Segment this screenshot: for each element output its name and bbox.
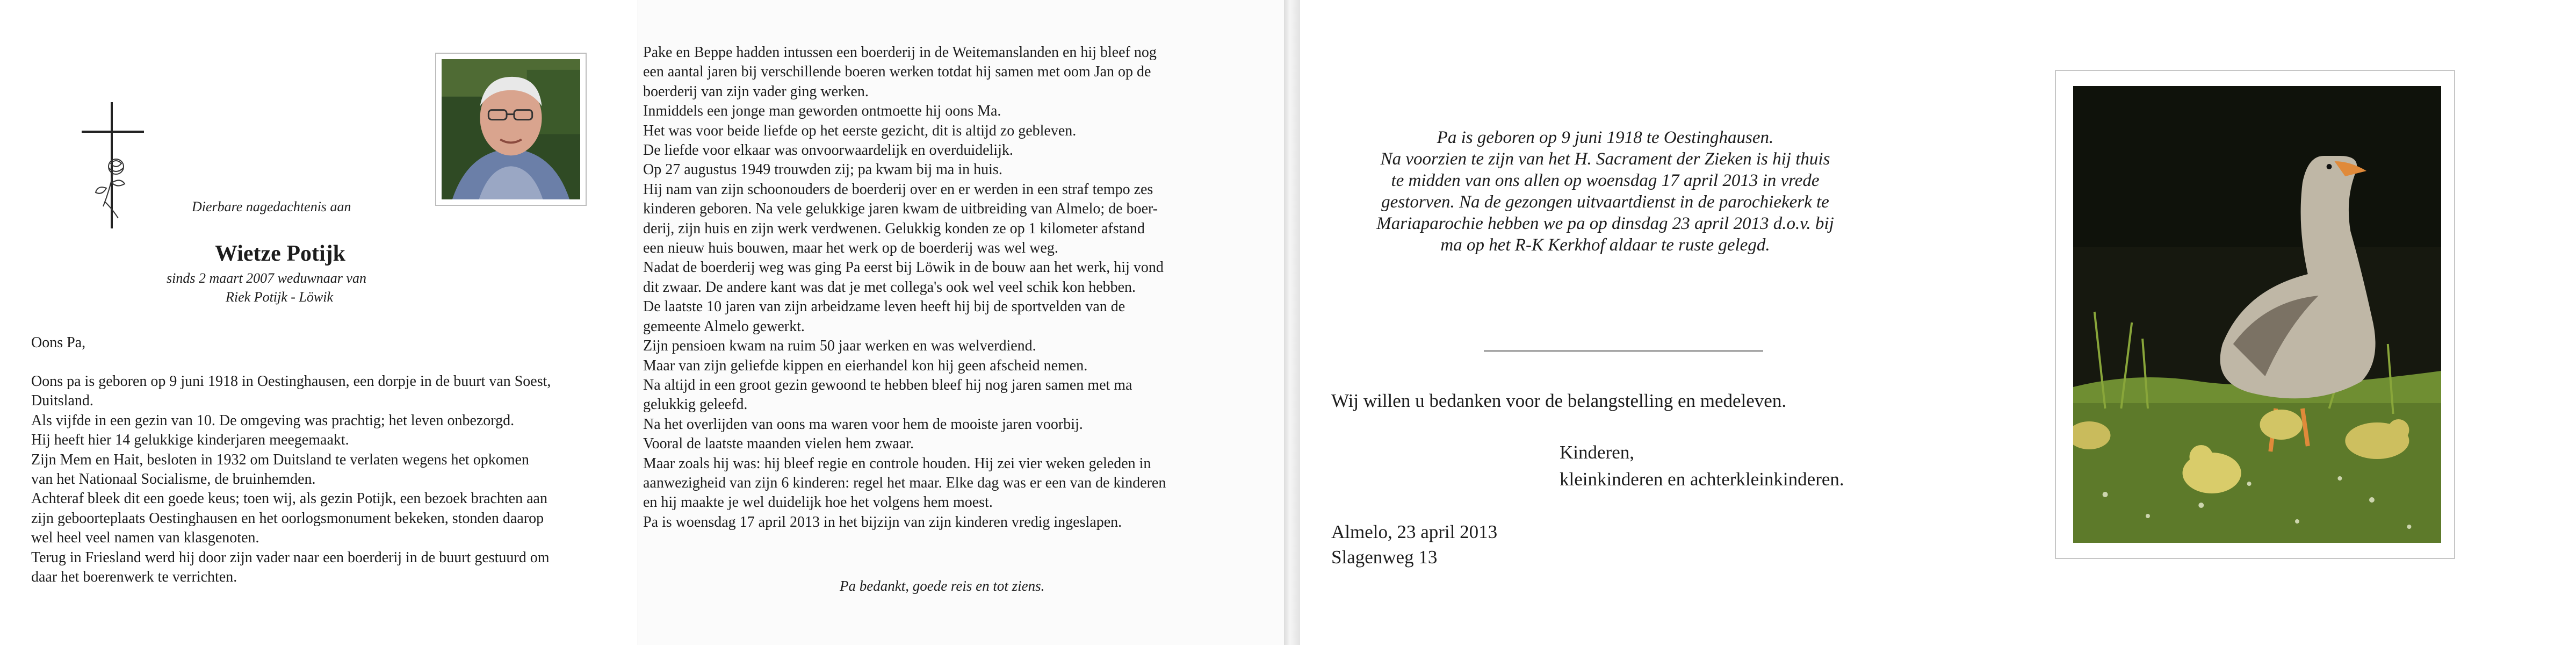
text-line: Nadat de boerderij weg was ging Pa eerst bij Löwik in de bouw aan het werk, hij vond [643, 259, 1164, 276]
text-line: Oons pa is geboren op 9 juni 1918 in Oestinghausen, een dorpje in de buurt van Soest, [31, 373, 551, 390]
card-fold [1284, 0, 1299, 645]
text-line: Het was voor beide liefde op het eerste gezicht, dit is altijd zo gebleven. [643, 122, 1077, 139]
text-line: boerderij van zijn vader ging werken. [643, 83, 869, 100]
text-line: Inmiddels een jonge man geworden ontmoette hij oons Ma. [643, 103, 1001, 120]
text-line: Pa is geboren op 9 juni 1918 te Oestinghausen. [1437, 128, 1774, 147]
salutation: Oons Pa, [31, 334, 86, 351]
portrait-frame [435, 53, 587, 206]
place-date: Almelo, 23 april 2013 [1331, 521, 1498, 542]
text-line: Hij nam van zijn schoonouders de boerderij over en er werden in een straf tempo zes [643, 181, 1153, 198]
text-line: en hij maakte je wel duidelijk hoe het volgens hem moest. [643, 494, 993, 511]
text-line: Zijn pensioen kwam na ruim 50 jaar werken en was welverdiend. [643, 338, 1036, 355]
divider [1484, 350, 1763, 352]
text-line: Als vijfde in een gezin van 10. De omgeving was prachtig; het leven onbezorgd. [31, 412, 515, 429]
text-line: Achteraf bleek dit een goede keus; toen wij, als gezin Potijk, een bezoek brachten aan [31, 490, 547, 507]
text-line: Hij heeft hier 14 gelukkige kinderjaren meegemaakt. [31, 432, 349, 449]
text-line: gemeente Almelo gewerkt. [643, 318, 805, 335]
text-line: Mariaparochie hebben we pa op dinsdag 23 april 2013 d.o.v. bij [1376, 214, 1834, 233]
text-line: een nieuw huis bouwen, maar het werk op de boerderij was wel weg. [643, 240, 1058, 257]
text-line: gestorven. Na de gezongen uitvaartdienst in de parochiekerk te [1381, 192, 1829, 212]
text-line: aanwezigheid van zijn 6 kinderen: regel het maar. Elke dag was er een van de kinderen [643, 474, 1166, 491]
left-body-text [31, 372, 551, 587]
text-line: De liefde voor elkaar was onvoorwaardelijk en overduidelijk. [643, 142, 1013, 159]
goose-with-goslings-photo [2073, 86, 2441, 543]
text-line: zijn geboorteplaats Oestinghausen en het oorlogsmonument bekeken, stonden daarop [31, 510, 544, 527]
text-line: ma op het R-K Kerkhof aldaar te ruste gelegd. [1440, 235, 1770, 255]
text-line: Duitsland. [31, 392, 93, 410]
text-line: daar het boerenwerk te verrichten. [31, 569, 237, 586]
text-line: te midden van ons allen op woensdag 17 april 2013 in vrede [1391, 171, 1820, 190]
text-line: Maar van zijn geliefde kippen en eierhandel kon hij geen afscheid nemen. [643, 357, 1088, 374]
text-line: Zijn Mem en Hait, besloten in 1932 om Duitsland te verlaten wegens het opkomen [31, 451, 529, 468]
text-line: Pake en Beppe hadden intussen een boerderij in de Weitemanslanden en hij bleef nog [643, 44, 1157, 61]
text-line: Terug in Friesland werd hij door zijn vader naar een boerderij in de buurt gestuurd om [31, 549, 550, 566]
deceased-name: Wietze Potijk [215, 241, 345, 266]
address: Slagenweg 13 [1331, 547, 1438, 568]
spouse-line: Riek Potijk - Löwik [226, 289, 334, 305]
text-line: gelukkig geleefd. [643, 396, 748, 413]
text-line: De laatste 10 jaren van zijn arbeidzame leven heeft hij bij de sportvelden van de [643, 298, 1125, 316]
text-line: derij, zijn huis en zijn werk verdwenen. Gelukkig konden ze op 1 kilometer afstand [643, 220, 1145, 237]
portrait-photo [442, 59, 580, 199]
text-line: Na voorzien te zijn van het H. Sacrament der Zieken is hij thuis [1380, 149, 1830, 169]
funeral-notice [1331, 127, 1879, 256]
children-label: Kinderen, [1560, 442, 1634, 463]
left-panel [0, 0, 638, 645]
text-line: Na altijd in een groot gezin gewoond te hebben bleef hij nog jaren samen met ma [643, 376, 1132, 393]
text-line: van het Nationaal Socialisme, de bruinhemden. [31, 471, 316, 488]
text-line: Vooral de laatste maanden vielen hem zwaar. [643, 435, 914, 453]
cross-with-rose-icon [81, 102, 150, 231]
text-line: Pa is woensdag 17 april 2013 in het bijzijn van zijn kinderen vredig ingeslapen. [643, 513, 1122, 531]
thanks-line: Wij willen u bedanken voor de belangstelling en medeleven. [1331, 390, 1787, 411]
text-line: dit zwaar. De andere kant was dat je met collega's ook wel veel schik kon hebben. [643, 278, 1136, 296]
text-line: Na het overlijden van oons ma waren voor hem de mooiste jaren voorbij. [643, 415, 1083, 433]
text-line: Maar zoals hij was: hij bleef regie en controle houden. Hij zei vier weken geleden in [643, 455, 1151, 472]
text-line: wel heel veel namen van klasgenoten. [31, 529, 259, 547]
text-line: kinderen geboren. Na vele gelukkige jaren kwam de uitbreiding van Almelo; de boer- [643, 200, 1158, 218]
memorial-label: Dierbare nagedachtenis aan [192, 199, 351, 214]
grandchildren-label: kleinkinderen en achterkleinkinderen. [1560, 469, 1844, 490]
middle-body-text [643, 43, 1166, 532]
widow-line: sinds 2 maart 2007 weduwnaar van [167, 270, 366, 286]
goose-photo-frame [2055, 70, 2455, 559]
text-line: Op 27 augustus 1949 trouwden zij; pa kwam bij ma in huis. [643, 161, 1002, 178]
farewell-line: Pa bedankt, goede reis en tot ziens. [840, 578, 1045, 594]
text-line: een aantal jaren bij verschillende boeren werken totdat hij samen met oom Jan op de [643, 63, 1151, 81]
